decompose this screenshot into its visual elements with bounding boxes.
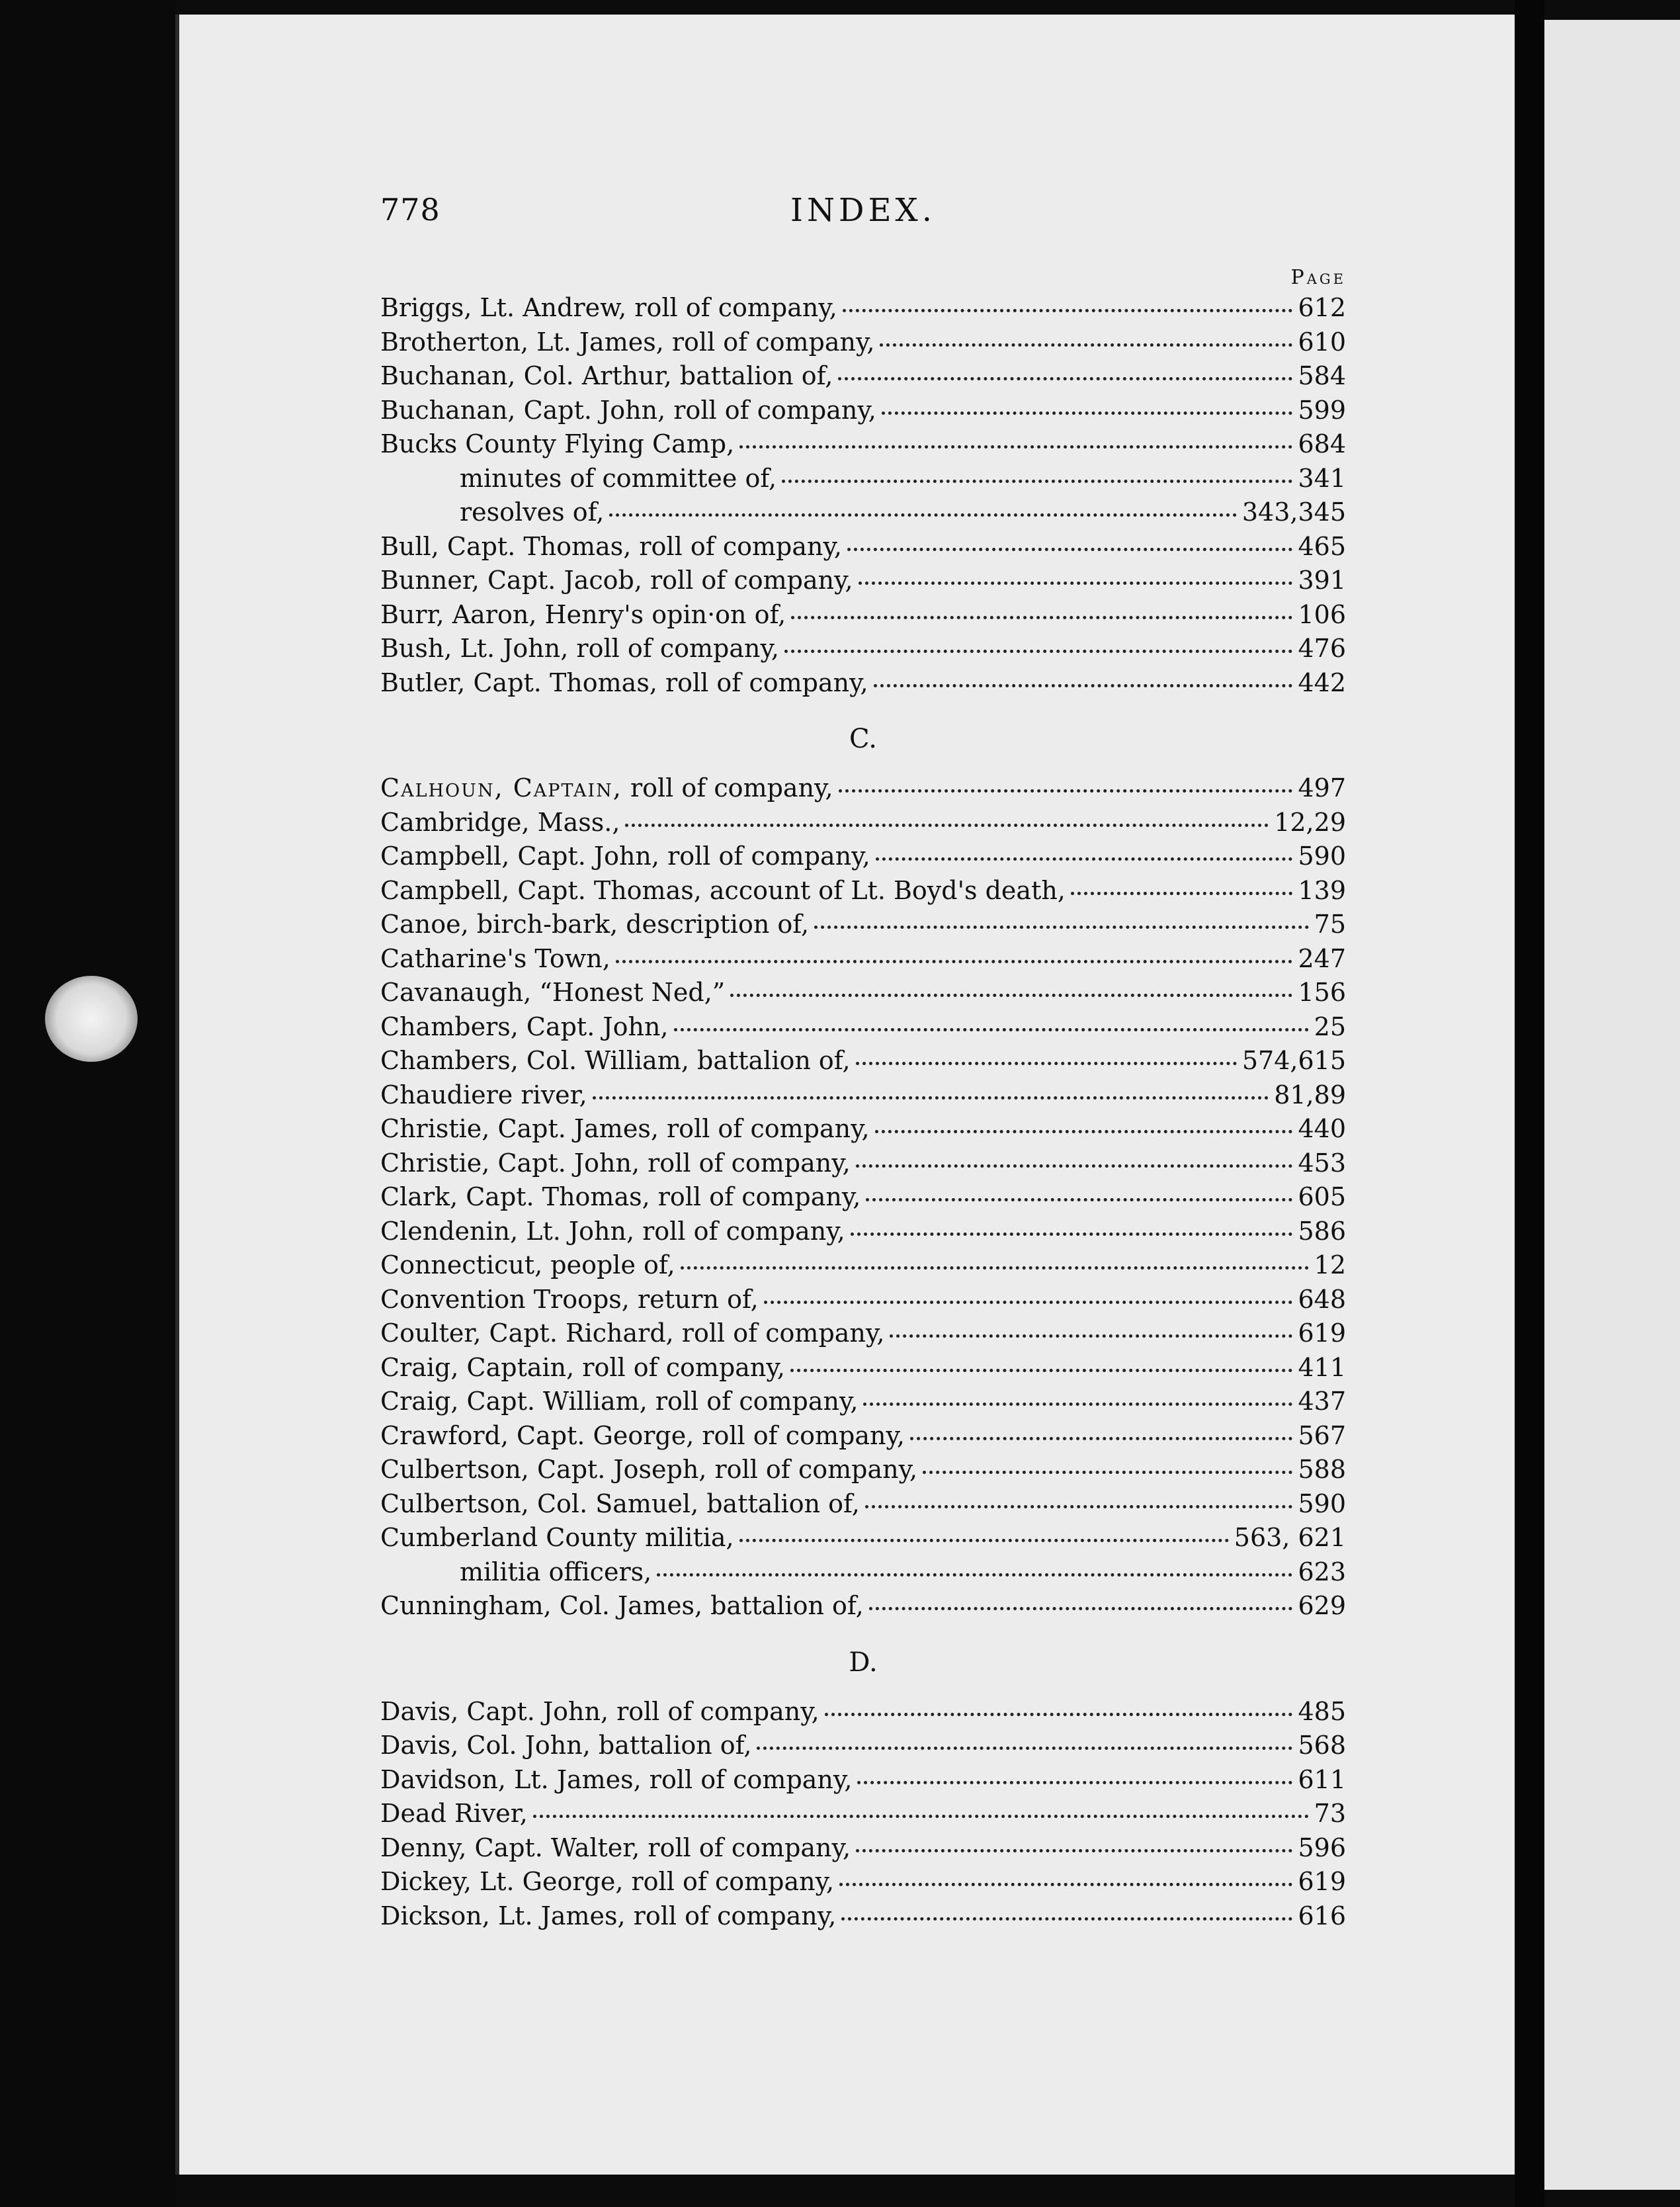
index-entry bbox=[380, 1010, 1346, 1045]
entry-term: Denny, Capt. Walter, roll of company, bbox=[380, 1833, 851, 1862]
entry-pages: 12,29 bbox=[1274, 807, 1346, 837]
entry-term: Buchanan, Col. Arthur, battalion of, bbox=[380, 361, 833, 390]
entry-pages: 648 bbox=[1298, 1284, 1346, 1314]
entry-pages: 568 bbox=[1298, 1731, 1346, 1760]
dot-leader bbox=[865, 1505, 1293, 1508]
index-entry bbox=[380, 1899, 1346, 1934]
entry-term: Brotherton, Lt. James, roll of company, bbox=[380, 327, 875, 357]
index-entry bbox=[380, 394, 1346, 428]
entry-term: Cunningham, Col. James, battalion of, bbox=[380, 1591, 864, 1620]
index-entry bbox=[380, 1729, 1346, 1763]
page-column-heading: Page bbox=[1290, 266, 1346, 289]
index-entry bbox=[380, 1453, 1346, 1487]
dot-leader bbox=[882, 411, 1293, 415]
dot-leader bbox=[923, 1471, 1292, 1474]
section-letter: D. bbox=[849, 1647, 878, 1678]
dot-leader bbox=[782, 480, 1292, 483]
index-entry bbox=[380, 874, 1346, 908]
index-entry bbox=[380, 771, 1346, 806]
entry-pages: 341 bbox=[1298, 463, 1346, 493]
entry-pages: 590 bbox=[1298, 1489, 1346, 1518]
index-entry bbox=[380, 1831, 1346, 1866]
dot-leader bbox=[841, 1917, 1292, 1921]
dot-leader bbox=[784, 650, 1292, 653]
entry-term: Butler, Capt. Thomas, roll of company, bbox=[380, 668, 868, 697]
index-entry bbox=[380, 976, 1346, 1010]
entry-pages: 574,615 bbox=[1241, 1046, 1346, 1075]
entry-pages: 610 bbox=[1298, 327, 1346, 357]
entry-term: Cavanaugh, “Honest Ned,” bbox=[380, 978, 726, 1007]
index-entry bbox=[380, 1283, 1346, 1317]
entry-term: Crawford, Capt. George, roll of company, bbox=[380, 1420, 905, 1450]
index-entry bbox=[380, 1180, 1346, 1215]
entry-term: minutes of committee of, bbox=[460, 463, 777, 493]
entry-term: Bush, Lt. John, roll of company, bbox=[380, 634, 780, 663]
index-entry bbox=[380, 942, 1346, 976]
index-entry bbox=[380, 1215, 1346, 1249]
entry-pages: 437 bbox=[1298, 1387, 1346, 1416]
dot-leader bbox=[825, 1713, 1293, 1716]
entry-pages: 106 bbox=[1298, 599, 1346, 629]
page-number: 778 bbox=[380, 192, 441, 228]
entry-pages: 590 bbox=[1298, 842, 1346, 871]
dot-leader bbox=[859, 582, 1293, 585]
entry-term: Cambridge, Mass., bbox=[380, 807, 620, 837]
dot-leader bbox=[869, 1607, 1293, 1610]
entry-term: Davis, Capt. John, roll of company, bbox=[380, 1696, 819, 1726]
index-entry bbox=[380, 1078, 1346, 1113]
entry-pages: 156 bbox=[1298, 978, 1346, 1007]
entry-term: Culbertson, Capt. Joseph, roll of company, bbox=[380, 1455, 918, 1484]
entry-pages: 567 bbox=[1298, 1420, 1346, 1450]
dot-leader bbox=[609, 513, 1236, 517]
entry-pages: 596 bbox=[1298, 1833, 1346, 1862]
entry-term: Buchanan, Capt. John, roll of company, bbox=[380, 395, 876, 425]
entry-pages: 12 bbox=[1314, 1250, 1346, 1279]
entry-term: Davis, Col. John, battalion of, bbox=[380, 1731, 752, 1760]
dot-leader bbox=[681, 1266, 1309, 1270]
entry-term: Chaudiere river, bbox=[380, 1080, 587, 1109]
dot-leader bbox=[857, 1781, 1292, 1784]
entry-term: Christie, Capt. John, roll of company, bbox=[380, 1148, 851, 1178]
scan-left-margin bbox=[0, 0, 175, 2207]
entry-term: Clark, Capt. Thomas, roll of company, bbox=[380, 1182, 861, 1211]
index-entry bbox=[380, 806, 1346, 840]
entry-pages: 442 bbox=[1298, 668, 1346, 697]
dot-leader bbox=[593, 1096, 1269, 1100]
entry-term: Convention Troops, return of, bbox=[380, 1284, 759, 1314]
entry-term: Dickey, Lt. George, roll of company, bbox=[380, 1867, 835, 1896]
dot-leader bbox=[533, 1815, 1309, 1818]
index-entry bbox=[380, 666, 1346, 701]
index-entry bbox=[380, 632, 1346, 666]
index-entry bbox=[380, 1763, 1346, 1797]
entry-term: Clendenin, Lt. John, roll of company, bbox=[380, 1216, 845, 1246]
dot-leader bbox=[863, 1403, 1292, 1406]
page-header bbox=[380, 192, 1346, 238]
index-entry bbox=[380, 1695, 1346, 1729]
entry-pages: 563, 621 bbox=[1234, 1523, 1346, 1552]
entry-pages: 629 bbox=[1298, 1591, 1346, 1620]
entry-term: Campbell, Capt. Thomas, account of Lt. Boyd's death, bbox=[380, 875, 1066, 905]
index-entry bbox=[380, 1589, 1346, 1623]
paper-blemish bbox=[45, 976, 138, 1062]
dot-leader bbox=[739, 1539, 1229, 1542]
entry-pages: 611 bbox=[1298, 1764, 1346, 1794]
dot-leader bbox=[839, 789, 1293, 793]
dot-leader bbox=[739, 445, 1292, 449]
dot-leader bbox=[874, 684, 1293, 687]
index-subentry bbox=[380, 496, 1346, 530]
index-entry bbox=[380, 840, 1346, 874]
index-entry bbox=[380, 1865, 1346, 1899]
entry-term: Craig, Captain, roll of company, bbox=[380, 1352, 785, 1382]
entry-term: Catharine's Town, bbox=[380, 943, 610, 973]
index-entry bbox=[380, 908, 1346, 942]
entry-term: militia officers, bbox=[460, 1557, 652, 1586]
index-entry bbox=[380, 325, 1346, 360]
entry-term: Cumberland County militia, bbox=[380, 1523, 734, 1552]
entry-pages: 139 bbox=[1298, 875, 1346, 905]
entry-pages: 247 bbox=[1298, 943, 1346, 973]
index-entry bbox=[380, 359, 1346, 394]
entry-pages: 25 bbox=[1314, 1012, 1346, 1041]
entry-pages: 599 bbox=[1298, 395, 1346, 425]
entry-term: Coulter, Capt. Richard, roll of company, bbox=[380, 1319, 885, 1348]
entry-pages: 343,345 bbox=[1241, 498, 1346, 527]
index-entry bbox=[380, 1487, 1346, 1522]
entry-pages: 440 bbox=[1298, 1114, 1346, 1143]
running-head: INDEX. bbox=[790, 192, 936, 229]
entry-pages: 612 bbox=[1298, 293, 1346, 322]
entry-pages: 476 bbox=[1298, 634, 1346, 663]
entry-term: Craig, Capt. William, roll of company, bbox=[380, 1387, 859, 1416]
dot-leader bbox=[616, 960, 1293, 963]
dot-leader bbox=[866, 1198, 1292, 1201]
dot-leader bbox=[856, 1062, 1237, 1065]
index-entry bbox=[380, 530, 1346, 564]
entry-term: Dickson, Lt. James, roll of company, bbox=[380, 1901, 837, 1930]
index-entry bbox=[380, 1112, 1346, 1147]
dot-leader bbox=[730, 994, 1292, 997]
entry-pages: 619 bbox=[1298, 1867, 1346, 1896]
entry-term: Davidson, Lt. James, roll of company, bbox=[380, 1764, 853, 1794]
dot-leader bbox=[1071, 892, 1293, 895]
entry-term: Connecticut, people of, bbox=[380, 1250, 675, 1279]
index-entry bbox=[380, 427, 1346, 462]
index-body bbox=[380, 265, 1346, 1933]
entry-pages: 623 bbox=[1298, 1557, 1346, 1586]
entry-pages: 81,89 bbox=[1274, 1080, 1346, 1109]
entry-term: Chambers, Capt. John, bbox=[380, 1012, 669, 1041]
entry-pages: 588 bbox=[1298, 1455, 1346, 1484]
dot-leader bbox=[838, 377, 1292, 380]
dot-leader bbox=[625, 824, 1269, 827]
binding-gutter bbox=[1515, 0, 1544, 2207]
index-subentry bbox=[380, 462, 1346, 496]
entry-pages: 75 bbox=[1314, 910, 1346, 939]
entry-pages: 584 bbox=[1298, 361, 1346, 390]
entry-term: Campbell, Capt. John, roll of company, bbox=[380, 842, 870, 871]
dot-leader bbox=[843, 309, 1293, 312]
entry-pages: 605 bbox=[1298, 1182, 1346, 1211]
dot-leader bbox=[910, 1437, 1293, 1440]
entry-pages: 391 bbox=[1298, 566, 1346, 595]
entry-term: Bucks County Flying Camp, bbox=[380, 429, 735, 458]
index-entry bbox=[380, 1419, 1346, 1453]
entry-term: Culbertson, Col. Samuel, battalion of, bbox=[380, 1489, 860, 1518]
index-subentry bbox=[380, 1555, 1346, 1590]
dot-leader bbox=[674, 1028, 1309, 1031]
entry-pages: 684 bbox=[1298, 429, 1346, 458]
entry-pages: 465 bbox=[1298, 531, 1346, 561]
index-entry bbox=[380, 1385, 1346, 1419]
dot-leader bbox=[851, 1233, 1293, 1236]
index-entry bbox=[380, 1248, 1346, 1283]
dot-leader bbox=[847, 548, 1292, 551]
entry-pages: 485 bbox=[1298, 1696, 1346, 1726]
index-entry bbox=[380, 1521, 1346, 1555]
entry-term bbox=[380, 771, 833, 806]
dot-leader bbox=[839, 1883, 1292, 1886]
facing-page-edge bbox=[1544, 20, 1680, 2190]
dot-leader bbox=[856, 1164, 1293, 1168]
entry-pages: 497 bbox=[1298, 773, 1346, 802]
entry-pages: 73 bbox=[1314, 1799, 1346, 1828]
dot-leader bbox=[764, 1301, 1293, 1304]
index-entry bbox=[380, 1044, 1346, 1078]
entry-term: Chambers, Col. William, battalion of, bbox=[380, 1046, 851, 1075]
entry-term: Dead River, bbox=[380, 1799, 528, 1828]
index-entry bbox=[380, 1317, 1346, 1351]
entry-term: Bunner, Capt. Jacob, roll of company, bbox=[380, 566, 853, 595]
entry-term: resolves of, bbox=[460, 498, 605, 527]
entry-term: Burr, Aaron, Henry's opin·on of, bbox=[380, 599, 786, 629]
entry-pages: 411 bbox=[1298, 1352, 1346, 1382]
entry-term: Christie, Capt. James, roll of company, bbox=[380, 1114, 870, 1143]
index-entry bbox=[380, 1351, 1346, 1385]
entry-term: Bull, Capt. Thomas, roll of company, bbox=[380, 531, 842, 561]
dot-leader bbox=[790, 1369, 1293, 1372]
dot-leader bbox=[856, 1849, 1292, 1852]
index-entry bbox=[380, 598, 1346, 632]
section-letter: C. bbox=[849, 724, 877, 754]
entry-term-rest: roll of company, bbox=[622, 773, 833, 802]
dot-leader bbox=[791, 616, 1292, 619]
dot-leader bbox=[876, 857, 1293, 861]
entry-term-smallcaps: Calhoun, Captain, bbox=[380, 773, 622, 802]
index-entry bbox=[380, 564, 1346, 598]
entry-pages: 619 bbox=[1298, 1319, 1346, 1348]
entry-term: Canoe, birch-bark, description of, bbox=[380, 910, 810, 939]
dot-leader bbox=[814, 926, 1309, 929]
entry-term: Briggs, Lt. Andrew, roll of company, bbox=[380, 293, 837, 322]
dot-leader bbox=[657, 1573, 1292, 1577]
index-entry bbox=[380, 1147, 1346, 1181]
dot-leader bbox=[757, 1747, 1292, 1750]
dot-leader bbox=[880, 343, 1292, 347]
entry-pages: 453 bbox=[1298, 1148, 1346, 1178]
dot-leader bbox=[890, 1334, 1292, 1338]
entry-pages: 616 bbox=[1298, 1901, 1346, 1930]
entry-pages: 586 bbox=[1298, 1216, 1346, 1246]
dot-leader bbox=[875, 1130, 1293, 1133]
index-entry bbox=[380, 1797, 1346, 1831]
index-entry bbox=[380, 291, 1346, 325]
